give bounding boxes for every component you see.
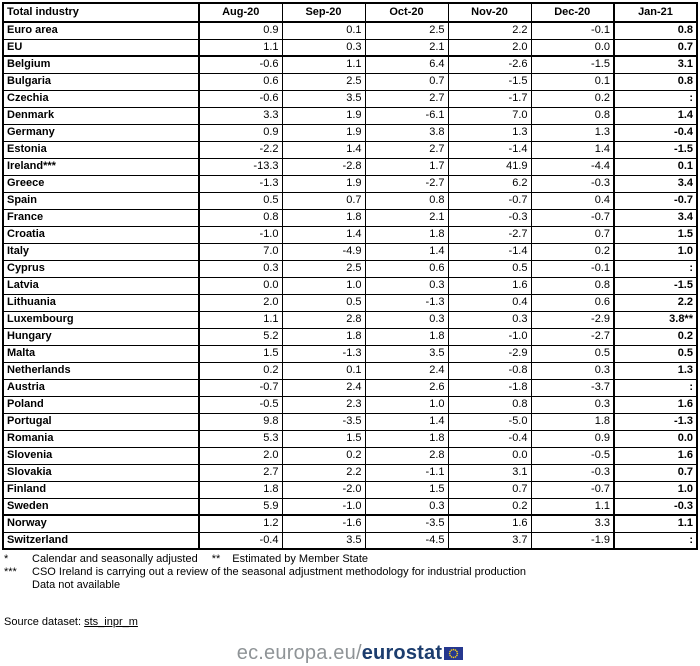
- value-cell: 9.8: [199, 413, 282, 430]
- value-cell: 2.7: [199, 464, 282, 481]
- value-cell: 2.8: [365, 447, 448, 464]
- value-cell: -1.0: [199, 226, 282, 243]
- value-cell: -0.7: [531, 481, 614, 498]
- footnote-text: CSO Ireland is carrying out a review of the seasonal adjustment methodology for industrial production: [32, 566, 527, 578]
- value-cell: 2.5: [282, 260, 365, 277]
- table-row: [3, 158, 697, 175]
- value-cell: 1.8: [282, 209, 365, 226]
- value-cell: -1.3: [199, 175, 282, 192]
- header-row: [3, 3, 697, 22]
- value-cell: -0.4: [199, 532, 282, 549]
- value-cell: -0.5: [531, 447, 614, 464]
- table-row: [3, 515, 697, 532]
- footnote-text: Calendar and seasonally adjusted: [32, 553, 198, 565]
- value-cell: -2.8: [282, 158, 365, 175]
- table-row: [3, 396, 697, 413]
- value-cell: 5.9: [199, 498, 282, 515]
- value-cell: 0.3: [448, 311, 531, 328]
- value-cell: -1.0: [282, 498, 365, 515]
- value-cell: -1.3: [282, 345, 365, 362]
- value-cell: -1.8: [448, 379, 531, 396]
- value-cell: 3.1: [448, 464, 531, 481]
- value-cell: -2.7: [365, 175, 448, 192]
- value-cell: :: [614, 379, 697, 396]
- value-cell: 1.6: [448, 277, 531, 294]
- value-cell: 1.1: [614, 515, 697, 532]
- value-cell: 2.2: [614, 294, 697, 311]
- value-cell: 1.3: [531, 124, 614, 141]
- table-title: Total industry: [3, 3, 199, 22]
- value-cell: -2.7: [531, 328, 614, 345]
- country-cell: Lithuania: [3, 294, 199, 311]
- country-cell: Netherlands: [3, 362, 199, 379]
- value-cell: 7.0: [448, 107, 531, 124]
- value-cell: 2.5: [365, 22, 448, 39]
- country-cell: Finland: [3, 481, 199, 498]
- value-cell: -0.3: [531, 175, 614, 192]
- footnote-line: [2, 579, 698, 592]
- table-row: [3, 328, 697, 345]
- value-cell: :: [614, 90, 697, 107]
- value-cell: 0.1: [282, 22, 365, 39]
- value-cell: 0.6: [199, 73, 282, 90]
- value-cell: -0.3: [614, 498, 697, 515]
- column-header-oct-20: Oct-20: [365, 3, 448, 22]
- table-row: [3, 498, 697, 515]
- value-cell: 1.4: [614, 107, 697, 124]
- value-cell: 3.5: [282, 532, 365, 549]
- value-cell: 1.8: [282, 328, 365, 345]
- value-cell: 0.1: [282, 362, 365, 379]
- country-cell: Croatia: [3, 226, 199, 243]
- value-cell: 0.7: [365, 73, 448, 90]
- footnote-text: Data not available: [32, 579, 121, 591]
- country-cell: France: [3, 209, 199, 226]
- value-cell: 1.3: [448, 124, 531, 141]
- value-cell: 0.2: [448, 498, 531, 515]
- country-cell: Latvia: [3, 277, 199, 294]
- table-row: [3, 532, 697, 549]
- value-cell: 2.6: [365, 379, 448, 396]
- value-cell: 0.0: [199, 277, 282, 294]
- country-cell: Portugal: [3, 413, 199, 430]
- value-cell: -1.5: [531, 56, 614, 73]
- value-cell: 5.2: [199, 328, 282, 345]
- value-cell: -0.1: [531, 22, 614, 39]
- value-cell: 1.8: [199, 481, 282, 498]
- value-cell: -0.1: [531, 260, 614, 277]
- value-cell: 6.2: [448, 175, 531, 192]
- country-cell: Romania: [3, 430, 199, 447]
- value-cell: 0.1: [614, 158, 697, 175]
- table-row: [3, 379, 697, 396]
- country-cell: Austria: [3, 379, 199, 396]
- value-cell: 0.9: [531, 430, 614, 447]
- value-cell: 0.3: [531, 362, 614, 379]
- value-cell: 2.0: [199, 294, 282, 311]
- value-cell: 1.1: [199, 39, 282, 56]
- value-cell: -13.3: [199, 158, 282, 175]
- value-cell: -0.3: [448, 209, 531, 226]
- value-cell: 2.7: [365, 90, 448, 107]
- value-cell: 3.8**: [614, 311, 697, 328]
- value-cell: 1.9: [282, 175, 365, 192]
- value-cell: 1.8: [365, 328, 448, 345]
- footer-brand: eurostat: [361, 642, 443, 664]
- value-cell: 2.3: [282, 396, 365, 413]
- value-cell: 1.9: [282, 124, 365, 141]
- value-cell: 1.5: [365, 481, 448, 498]
- footnote-marker: ***: [4, 566, 17, 578]
- table-row: [3, 243, 697, 260]
- table-row: [3, 447, 697, 464]
- country-cell: Slovenia: [3, 447, 199, 464]
- value-cell: 0.3: [365, 277, 448, 294]
- country-cell: Italy: [3, 243, 199, 260]
- country-cell: Euro area: [3, 22, 199, 39]
- value-cell: 1.8: [365, 430, 448, 447]
- country-cell: Hungary: [3, 328, 199, 345]
- country-cell: Czechia: [3, 90, 199, 107]
- value-cell: -0.4: [614, 124, 697, 141]
- value-cell: 1.4: [282, 226, 365, 243]
- value-cell: 0.6: [531, 294, 614, 311]
- country-cell: Cyprus: [3, 260, 199, 277]
- value-cell: 2.1: [365, 39, 448, 56]
- value-cell: -2.2: [199, 141, 282, 158]
- value-cell: 0.7: [448, 481, 531, 498]
- table-row: [3, 39, 697, 56]
- value-cell: 0.1: [531, 73, 614, 90]
- value-cell: 0.5: [531, 345, 614, 362]
- footer-url-prefix: ec.europa.eu/: [236, 642, 362, 664]
- value-cell: 0.8: [365, 192, 448, 209]
- value-cell: 2.2: [448, 22, 531, 39]
- value-cell: 1.4: [531, 141, 614, 158]
- table-row: [3, 209, 697, 226]
- footnote-line: [2, 553, 698, 566]
- value-cell: 0.7: [531, 226, 614, 243]
- value-cell: 2.0: [448, 39, 531, 56]
- country-cell: Greece: [3, 175, 199, 192]
- value-cell: 0.0: [448, 447, 531, 464]
- value-cell: 1.3: [614, 362, 697, 379]
- country-cell: Spain: [3, 192, 199, 209]
- value-cell: 1.4: [365, 243, 448, 260]
- country-cell: EU: [3, 39, 199, 56]
- value-cell: -5.0: [448, 413, 531, 430]
- footnote-marker: **: [211, 553, 221, 565]
- value-cell: 0.8: [199, 209, 282, 226]
- table-row: [3, 56, 697, 73]
- value-cell: 1.6: [614, 396, 697, 413]
- column-header-jan-21: Jan-21: [614, 3, 697, 22]
- value-cell: 2.7: [365, 141, 448, 158]
- value-cell: -0.6: [199, 90, 282, 107]
- value-cell: 0.3: [282, 39, 365, 56]
- value-cell: 0.2: [199, 362, 282, 379]
- table-body: [3, 22, 697, 549]
- value-cell: -3.5: [282, 413, 365, 430]
- value-cell: 1.6: [448, 515, 531, 532]
- source-line: [2, 616, 698, 628]
- value-cell: 3.4: [614, 209, 697, 226]
- value-cell: -1.3: [365, 294, 448, 311]
- footnote-marker: *: [4, 553, 9, 565]
- value-cell: 3.5: [282, 90, 365, 107]
- value-cell: -1.4: [448, 243, 531, 260]
- value-cell: 0.8: [448, 396, 531, 413]
- value-cell: 2.4: [365, 362, 448, 379]
- value-cell: 3.3: [199, 107, 282, 124]
- value-cell: -0.5: [199, 396, 282, 413]
- value-cell: 1.7: [365, 158, 448, 175]
- value-cell: 0.8: [531, 107, 614, 124]
- table-row: [3, 430, 697, 447]
- value-cell: 0.2: [531, 243, 614, 260]
- value-cell: 1.2: [199, 515, 282, 532]
- value-cell: -2.9: [531, 311, 614, 328]
- footnote-text: Estimated by Member State: [232, 553, 369, 565]
- value-cell: -2.6: [448, 56, 531, 73]
- value-cell: -0.3: [531, 464, 614, 481]
- value-cell: -1.9: [531, 532, 614, 549]
- value-cell: -0.7: [448, 192, 531, 209]
- table-row: [3, 124, 697, 141]
- table-row: [3, 90, 697, 107]
- value-cell: 3.7: [448, 532, 531, 549]
- value-cell: -4.5: [365, 532, 448, 549]
- table-row: [3, 464, 697, 481]
- country-cell: Poland: [3, 396, 199, 413]
- country-cell: Slovakia: [3, 464, 199, 481]
- value-cell: 3.5: [365, 345, 448, 362]
- value-cell: -1.0: [448, 328, 531, 345]
- eurostat-footer: [2, 642, 698, 666]
- table-row: [3, 413, 697, 430]
- value-cell: 1.1: [199, 311, 282, 328]
- value-cell: 0.4: [531, 192, 614, 209]
- value-cell: 1.6: [614, 447, 697, 464]
- value-cell: 2.8: [282, 311, 365, 328]
- value-cell: :: [614, 260, 697, 277]
- value-cell: -1.5: [448, 73, 531, 90]
- table-row: [3, 73, 697, 90]
- value-cell: 0.0: [614, 430, 697, 447]
- value-cell: -0.7: [531, 209, 614, 226]
- value-cell: 0.5: [448, 260, 531, 277]
- table-row: [3, 481, 697, 498]
- value-cell: 0.2: [614, 328, 697, 345]
- value-cell: 0.5: [282, 294, 365, 311]
- country-cell: Sweden: [3, 498, 199, 515]
- value-cell: 41.9: [448, 158, 531, 175]
- country-cell: Malta: [3, 345, 199, 362]
- value-cell: 2.2: [282, 464, 365, 481]
- value-cell: 1.1: [282, 56, 365, 73]
- table-row: [3, 362, 697, 379]
- country-cell: Norway: [3, 515, 199, 532]
- value-cell: 3.8: [365, 124, 448, 141]
- value-cell: 0.8: [531, 277, 614, 294]
- value-cell: 0.5: [614, 345, 697, 362]
- value-cell: 0.0: [531, 39, 614, 56]
- column-header-nov-20: Nov-20: [448, 3, 531, 22]
- source-label: Source dataset:: [4, 616, 85, 628]
- table-row: [3, 260, 697, 277]
- value-cell: 0.7: [282, 192, 365, 209]
- value-cell: 1.0: [614, 243, 697, 260]
- industry-table: [2, 2, 698, 550]
- value-cell: 0.4: [448, 294, 531, 311]
- value-cell: 1.0: [365, 396, 448, 413]
- value-cell: 0.2: [282, 447, 365, 464]
- value-cell: 1.8: [365, 226, 448, 243]
- value-cell: 0.7: [614, 39, 697, 56]
- value-cell: 0.3: [365, 498, 448, 515]
- table-row: [3, 345, 697, 362]
- column-header-aug-20: Aug-20: [199, 3, 282, 22]
- value-cell: -2.9: [448, 345, 531, 362]
- value-cell: 1.9: [282, 107, 365, 124]
- value-cell: 2.0: [199, 447, 282, 464]
- value-cell: 0.2: [531, 90, 614, 107]
- footnote-marker: [2, 579, 32, 592]
- value-cell: -1.6: [282, 515, 365, 532]
- value-cell: -3.5: [365, 515, 448, 532]
- column-header-sep-20: Sep-20: [282, 3, 365, 22]
- table-row: [3, 277, 697, 294]
- value-cell: -0.6: [199, 56, 282, 73]
- column-header-dec-20: Dec-20: [531, 3, 614, 22]
- value-cell: 1.0: [614, 481, 697, 498]
- table-row: [3, 175, 697, 192]
- table-row: [3, 107, 697, 124]
- value-cell: -0.7: [614, 192, 697, 209]
- value-cell: -0.4: [448, 430, 531, 447]
- value-cell: -1.1: [365, 464, 448, 481]
- country-cell: Luxembourg: [3, 311, 199, 328]
- table-row: [3, 226, 697, 243]
- value-cell: 0.8: [614, 22, 697, 39]
- value-cell: 5.3: [199, 430, 282, 447]
- table-row: [3, 22, 697, 39]
- value-cell: -1.3: [614, 413, 697, 430]
- dataset-link[interactable]: sts_inpr_m: [84, 616, 138, 628]
- value-cell: 0.7: [614, 464, 697, 481]
- value-cell: 1.4: [282, 141, 365, 158]
- value-cell: -1.5: [614, 277, 697, 294]
- value-cell: -6.1: [365, 107, 448, 124]
- value-cell: 1.0: [282, 277, 365, 294]
- country-cell: Belgium: [3, 56, 199, 73]
- table-row: [3, 141, 697, 158]
- value-cell: 7.0: [199, 243, 282, 260]
- table-row: [3, 192, 697, 209]
- country-cell: Denmark: [3, 107, 199, 124]
- value-cell: -0.7: [199, 379, 282, 396]
- value-cell: 0.8: [614, 73, 697, 90]
- value-cell: -2.0: [282, 481, 365, 498]
- value-cell: 0.3: [365, 311, 448, 328]
- value-cell: 0.6: [365, 260, 448, 277]
- value-cell: -4.4: [531, 158, 614, 175]
- footnotes: [2, 553, 698, 592]
- value-cell: 3.3: [531, 515, 614, 532]
- value-cell: 2.1: [365, 209, 448, 226]
- value-cell: -1.7: [448, 90, 531, 107]
- value-cell: 2.4: [282, 379, 365, 396]
- value-cell: -3.7: [531, 379, 614, 396]
- value-cell: 0.9: [199, 124, 282, 141]
- country-cell: Germany: [3, 124, 199, 141]
- country-cell: Bulgaria: [3, 73, 199, 90]
- value-cell: 0.3: [531, 396, 614, 413]
- value-cell: 6.4: [365, 56, 448, 73]
- table-row: [3, 294, 697, 311]
- value-cell: 3.4: [614, 175, 697, 192]
- value-cell: 1.8: [531, 413, 614, 430]
- footnote-line: [2, 566, 698, 579]
- value-cell: 1.4: [365, 413, 448, 430]
- value-cell: :: [614, 532, 697, 549]
- value-cell: 1.5: [282, 430, 365, 447]
- table-row: [3, 311, 697, 328]
- eu-flag-icon: [444, 643, 463, 666]
- value-cell: 1.5: [199, 345, 282, 362]
- value-cell: -1.4: [448, 141, 531, 158]
- value-cell: -4.9: [282, 243, 365, 260]
- country-cell: Ireland***: [3, 158, 199, 175]
- country-cell: Estonia: [3, 141, 199, 158]
- country-cell: Switzerland: [3, 532, 199, 549]
- value-cell: -2.7: [448, 226, 531, 243]
- value-cell: 2.5: [282, 73, 365, 90]
- value-cell: 3.1: [614, 56, 697, 73]
- value-cell: 1.1: [531, 498, 614, 515]
- value-cell: 0.5: [199, 192, 282, 209]
- value-cell: 1.5: [614, 226, 697, 243]
- value-cell: 0.3: [199, 260, 282, 277]
- value-cell: -1.5: [614, 141, 697, 158]
- value-cell: 0.9: [199, 22, 282, 39]
- value-cell: -0.8: [448, 362, 531, 379]
